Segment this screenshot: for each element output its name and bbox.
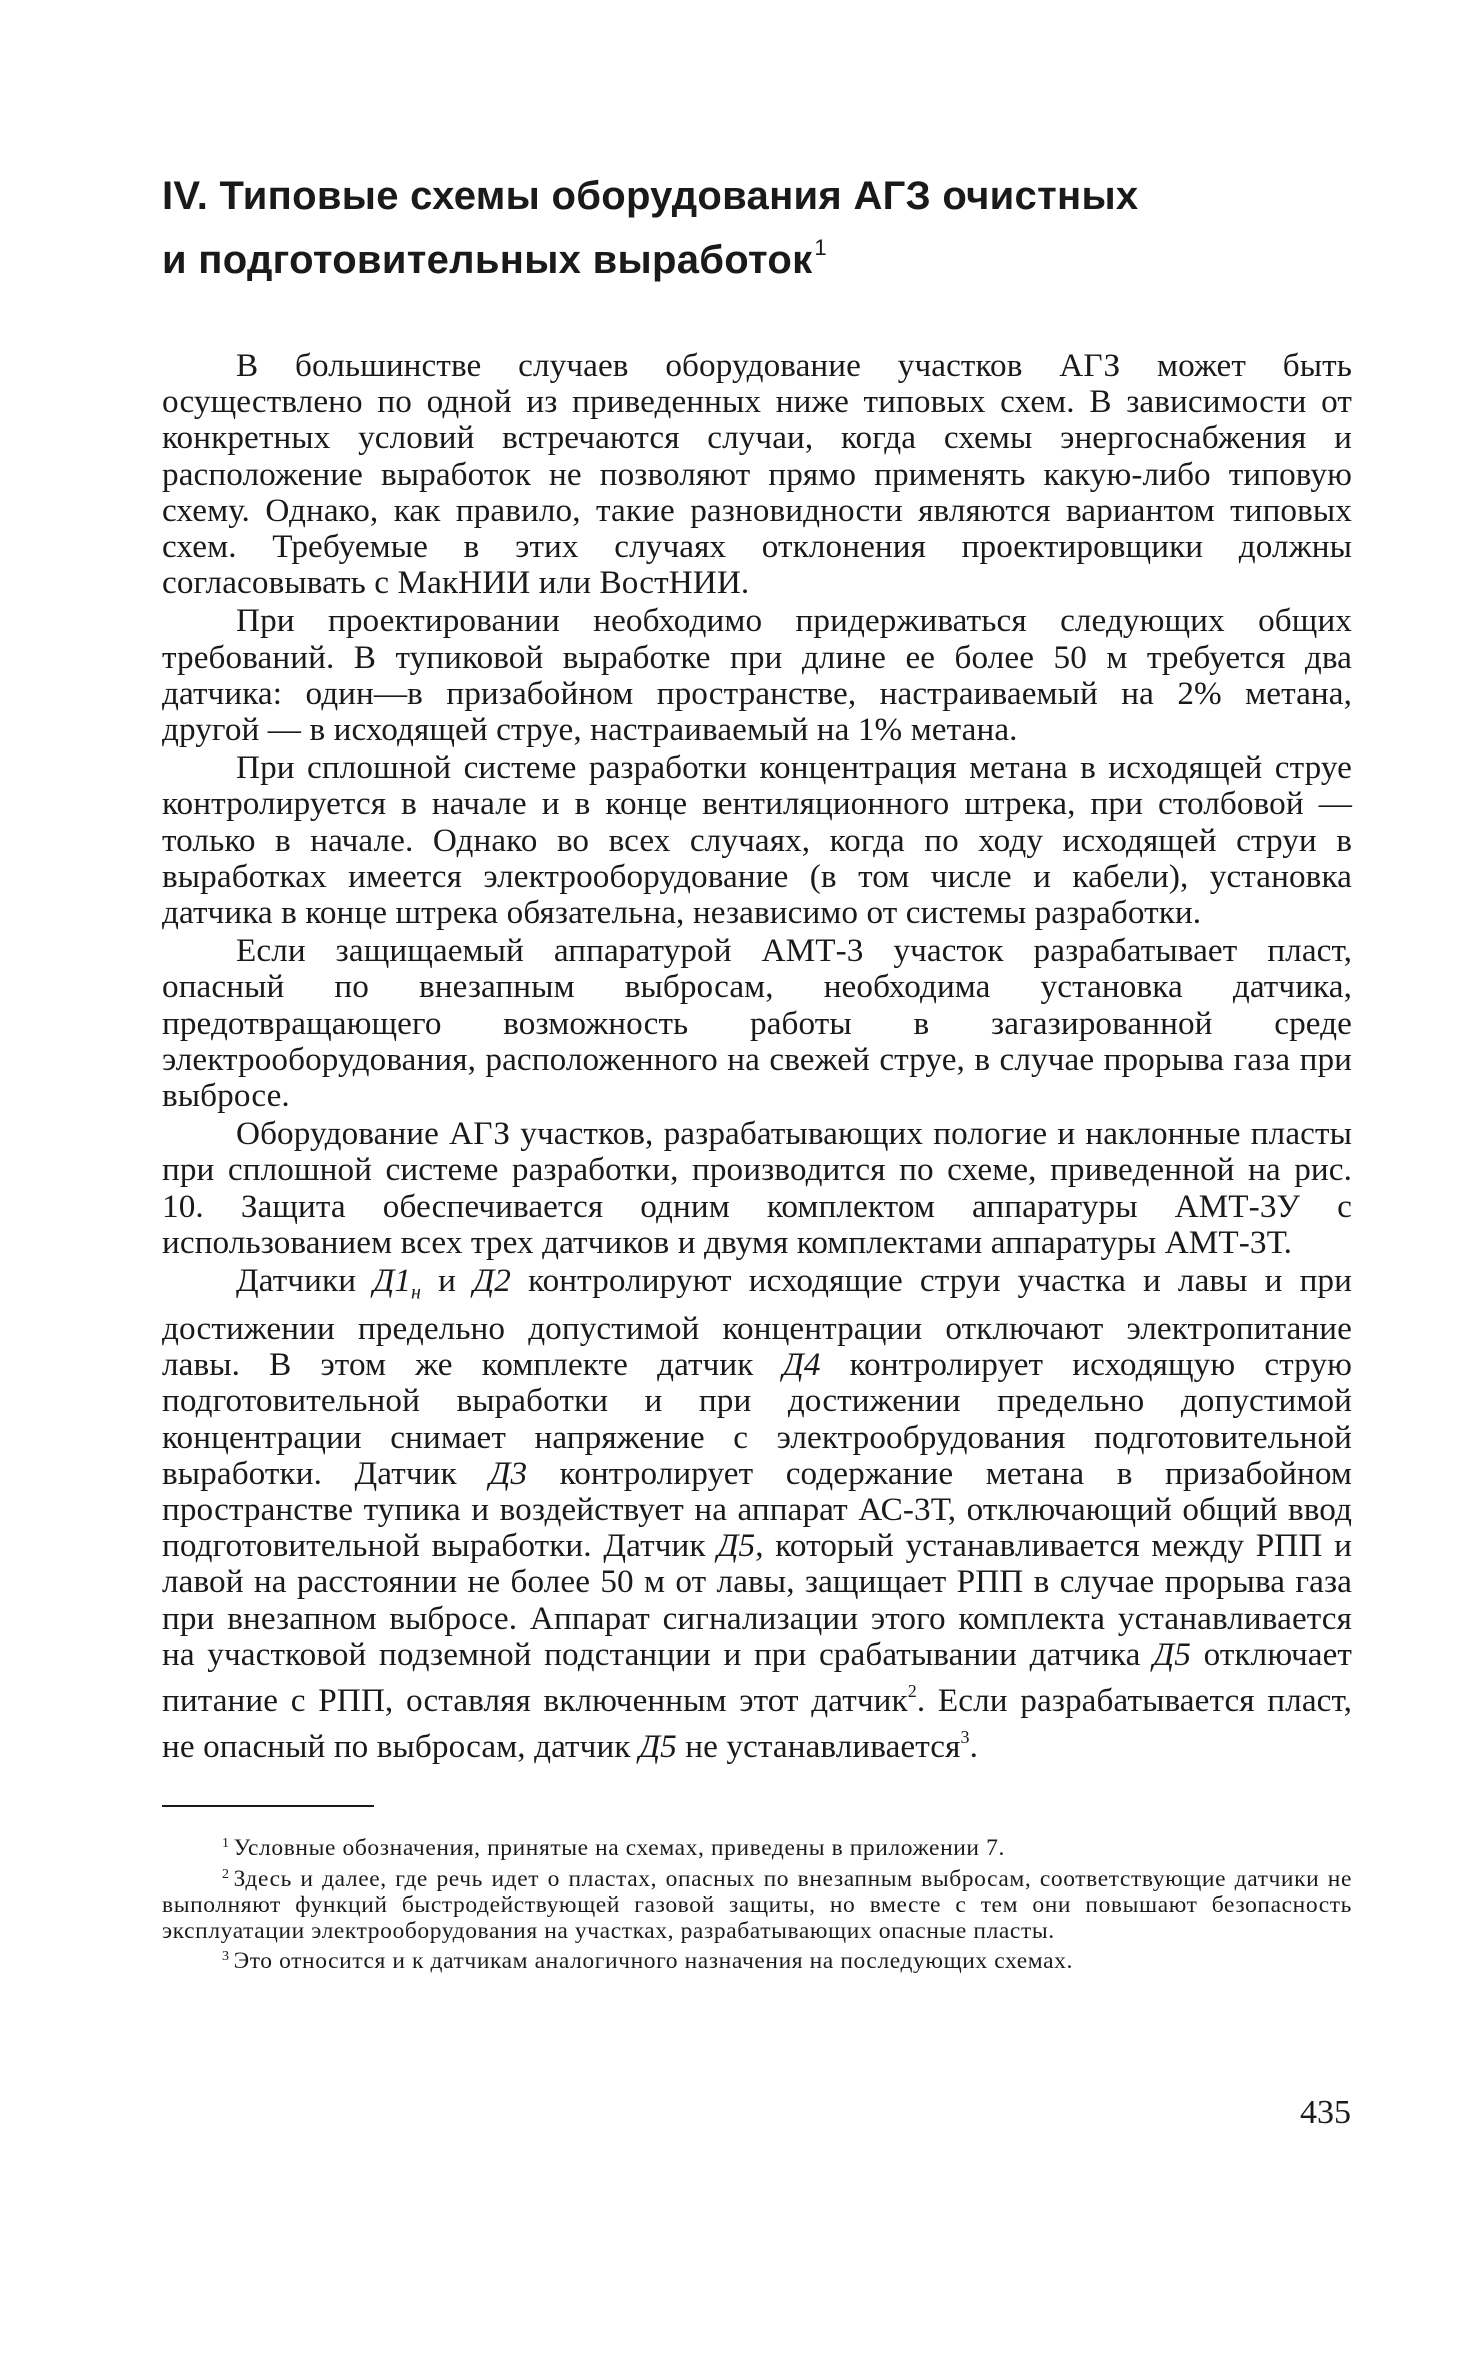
- paragraph-6: [162, 1263, 1352, 1765]
- footnote-text: Здесь и далее, где речь идет о пластах, опасных по внезапным выбросам, соответствующие датчики не выполняют функций быстродействующей газовой защиты, но вместе с тем они повышают безопасность эксплуатации электрооборудования на участках, разрабатывающих опасные пласты.: [162, 1865, 1352, 1944]
- section-heading: [162, 170, 1352, 286]
- sensor-label-d1: Д1: [373, 1262, 412, 1300]
- p6-text: .: [969, 1728, 978, 1766]
- p6-text: отключает питание с РПП, оставляя включенным этот датчик: [162, 1635, 1352, 1719]
- sensor-label-d1-sub: н: [411, 1281, 422, 1304]
- footnote-mark: 2: [222, 1866, 230, 1882]
- paragraph-5: Оборудование АГЗ участков, разрабатывающих пологие и наклонные пласты при сплошной системе разработки, производится по схеме, приведенной на рис. 10. Защита обеспечивается одним комплектом аппаратуры АМТ-3У с использованием всех трех датчиков и двумя комплектами аппаратуры АМТ-3Т.: [162, 1115, 1352, 1261]
- sensor-label-d5: Д5: [638, 1728, 677, 1766]
- sensor-label-d5: Д5: [1153, 1635, 1191, 1673]
- footnote-2: [162, 1862, 1352, 1945]
- heading-line-2: и подготовительных выработок: [162, 238, 813, 282]
- footnote-ref-2[interactable]: 2: [907, 1680, 917, 1701]
- footnote-3: [162, 1944, 1352, 1974]
- sensor-label-d4: Д4: [782, 1346, 821, 1384]
- paragraph-3: При сплошной системе разработки концентрация метана в исходящей струе контролируется в начале и в конце вентиляционного штрека, при столбовой — только в начале. Однако во всех случаях, когда по ходу исходящей струи в выработках имеется электрооборудование (в том числе и кабели), установка датчика в конце штрека обязательна, независимо от системы разработки.: [162, 749, 1352, 932]
- sensor-label-d3: Д3: [489, 1454, 528, 1492]
- heading-footnote-mark: 1: [814, 235, 827, 260]
- heading-line-1: IV. Типовые схемы оборудования АГЗ очистных: [162, 174, 1139, 218]
- footnote-ref-3[interactable]: 3: [960, 1727, 970, 1748]
- p6-text: Датчики: [236, 1262, 374, 1300]
- footnote-text: Это относится и к датчикам аналогичного назначения на последующих схемах.: [233, 1948, 1073, 1975]
- p6-text: не устанавливается: [676, 1728, 961, 1766]
- p6-text: контролирует содержание метана в призабойном пространстве тупика и воздействует на аппарат АС-3Т, отключающий общий ввод подготовительной выработки. Датчик: [162, 1454, 1353, 1565]
- paragraph-4: Если защищаемый аппаратурой АМТ-3 участок разрабатывает пласт, опасный по внезапным выбросам, необходима установка датчика, предотвращающего возможность работы в загазированной среде электрооборудования, расположенного на свежей струе, в случае прорыва газа при выбросе.: [162, 932, 1352, 1115]
- paragraph-1: В большинстве случаев оборудование участков АГЗ может быть осуществлено по одной из приведенных ниже типовых схем. В зависимости от конкретных условий встречаются случаи, когда схемы энергоснабжения и расположение выработок не позволяют прямо применять какую-либо типовую схему. Однако, как правило, такие разновидности являются вариантом типовых схем. Требуемые в этих случаях отклонения проектировщики должны согласовывать с МакНИИ или ВостНИИ.: [162, 347, 1352, 602]
- sensor-label-d5: Д5: [717, 1527, 756, 1565]
- footnote-mark: 3: [222, 1949, 230, 1965]
- footnote-text: Условные обозначения, принятые на схемах, приведены в приложении 7.: [233, 1835, 1005, 1862]
- footnote-mark: 1: [222, 1836, 230, 1852]
- p6-text: . Если разрабатывается пласт, не опасный по выбросам, датчик: [162, 1681, 1352, 1766]
- p6-text: контролируют исходящие струи участка и лавы и при достижении предельно допустимой концентрации отключают электропитание лавы. В этом же комплекте датчик: [162, 1262, 1352, 1384]
- page-number: 435: [1300, 2094, 1351, 2131]
- sensor-label-d2: Д2: [473, 1262, 511, 1300]
- p6-text: контролирует исходящую струю подготовительной выработки и при достижении предельно допустимой концентрации снимает напряжение с электрообрудования подготовительной выработки. Датчик: [162, 1346, 1352, 1492]
- paragraph-2: При проектировании необходимо придерживаться следующих общих требований. В тупиковой выработке при длине ее более 50 м требуется два датчика: один—в призабойном пространстве, настраиваемый на 2% метана, другой — в исходящей струе, настраиваемый на 1% метана.: [162, 602, 1352, 749]
- footnote-1: [162, 1831, 1352, 1861]
- p6-text: и: [421, 1262, 474, 1300]
- page-body: [162, 170, 1352, 1974]
- footnote-divider: [162, 1805, 374, 1807]
- p6-text: , который устанавливается между РПП и лавой на расстоянии не более 50 м от лавы, защищает РПП в случае прорыва газа при внезапном выбросе. Аппарат сигнализации этого комплекта устанавливается на участковой подземной подстанции и при срабатывании датчика: [162, 1527, 1352, 1673]
